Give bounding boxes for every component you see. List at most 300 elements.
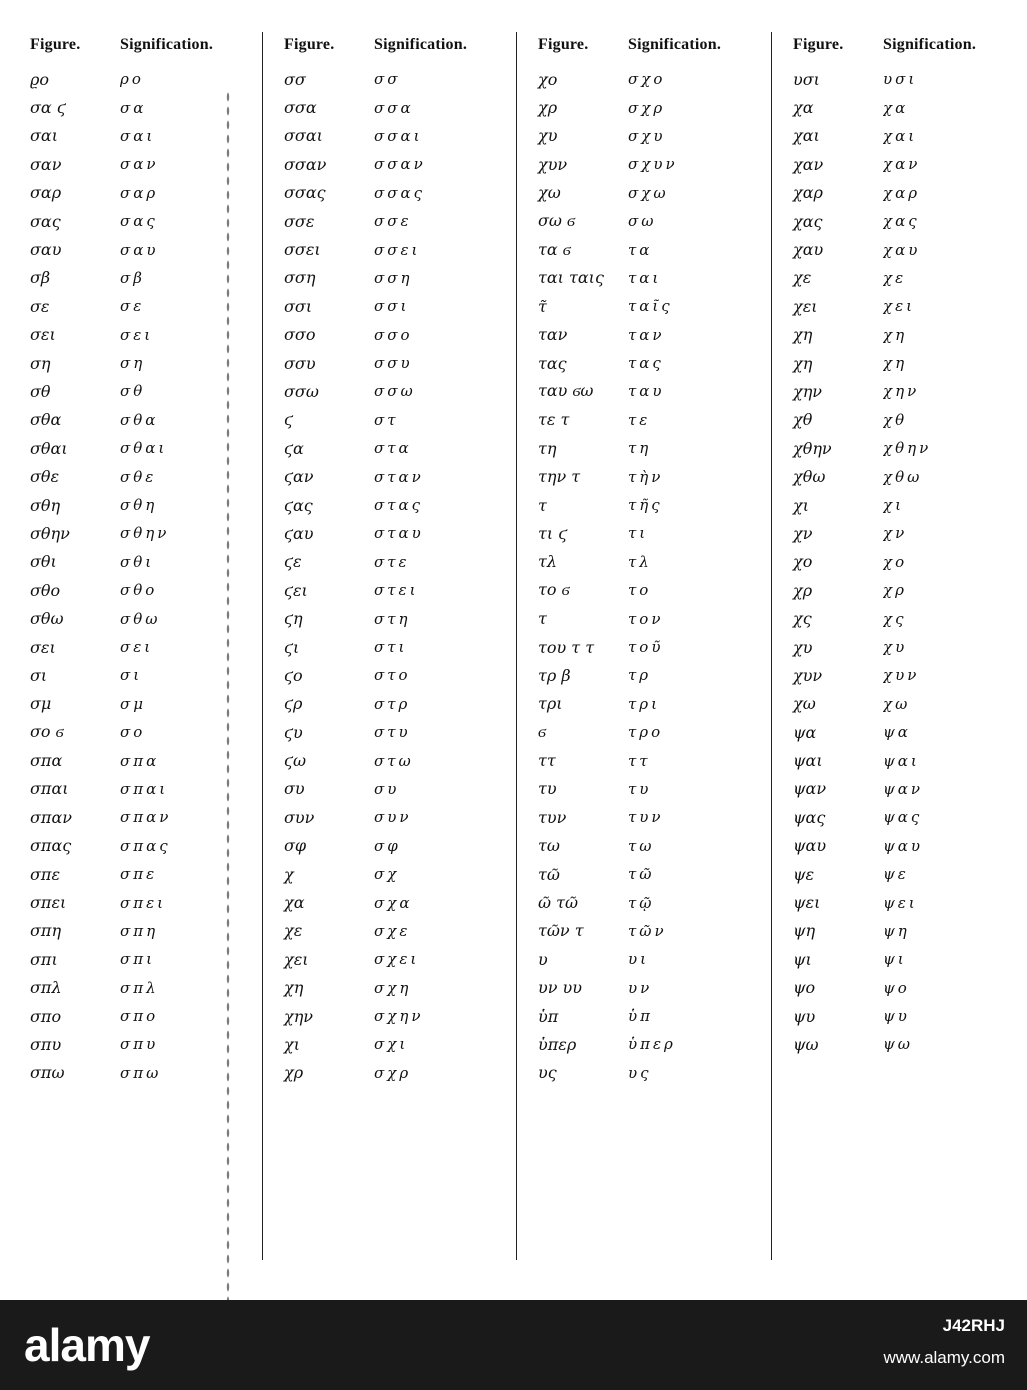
signification-cell: ψας [883, 808, 923, 827]
signification-cell: σαν [120, 155, 159, 174]
table-row [516, 548, 766, 576]
figure-cell: σπο [30, 1006, 62, 1026]
table-row [771, 1002, 1021, 1030]
signification-cell: σχα [374, 893, 413, 912]
signification-cell: σχε [374, 921, 411, 940]
table-row [8, 406, 258, 434]
figure-cell: υς [538, 1063, 557, 1083]
signification-cell: στω [374, 751, 414, 770]
signification-cell: σχυν [628, 155, 678, 174]
table-row [771, 775, 1021, 803]
figure-cell: υ [538, 949, 548, 969]
table-row [771, 519, 1021, 547]
figure-cell: σσο [284, 325, 316, 345]
figure-cell: τη [538, 438, 557, 458]
table-row [262, 746, 512, 774]
signification-cell: χας [883, 212, 920, 231]
table-row [771, 406, 1021, 434]
figure-cell: χ [284, 864, 294, 884]
figure-cell: σφ [284, 836, 307, 856]
figure-cell: σσω [284, 381, 319, 401]
table-row [8, 462, 258, 490]
figure-cell: ϛαυ [284, 523, 314, 543]
signification-cell: σσα [374, 98, 414, 117]
column-header [8, 28, 258, 62]
signification-cell: σσαν [374, 155, 426, 174]
table-row [8, 377, 258, 405]
table-row [771, 803, 1021, 831]
table-row [771, 548, 1021, 576]
table-row [262, 775, 512, 803]
table-row [516, 661, 766, 689]
signification-cell: ὑπ [628, 1007, 653, 1026]
table-row [771, 491, 1021, 519]
signification-cell: υσι [883, 70, 918, 89]
table-row [516, 888, 766, 916]
signification-cell: σχρ [628, 98, 666, 117]
figure-cell: χρ [793, 580, 813, 600]
figure-cell: χν [793, 523, 813, 543]
signification-cell: σση [374, 268, 413, 287]
signification-cell: σπη [120, 921, 159, 940]
table-row [8, 661, 258, 689]
table-row [8, 65, 258, 93]
signification-cell: σπω [120, 1063, 162, 1082]
figure-cell: χι [284, 1034, 300, 1054]
figure-cell: χι [793, 495, 809, 515]
figure-cell: σπει [30, 893, 67, 913]
figure-cell: χυ [793, 637, 813, 657]
signification-cell: τε [628, 410, 651, 429]
figure-cell: τ̃ [538, 296, 547, 316]
signification-cell: σθ [120, 382, 146, 401]
table-row [516, 1030, 766, 1058]
signification-cell: χην [883, 382, 920, 401]
signification-cell: στρ [374, 694, 411, 713]
figure-cell: τ [538, 609, 547, 629]
figure-cell: τω [538, 836, 560, 856]
table-row [262, 65, 512, 93]
table-row [8, 945, 258, 973]
table-row [262, 1002, 512, 1030]
signification-cell: σσω [374, 382, 416, 401]
table-row [8, 150, 258, 178]
figure-cell: συ [284, 779, 305, 799]
figure-cell: σσει [284, 240, 321, 260]
table-column-1 [8, 28, 258, 1087]
figure-cell: χαν [793, 154, 824, 174]
figure-cell: ῶ τῶ [538, 893, 579, 913]
figure-cell: ται ταις [538, 268, 604, 288]
figure-cell: ὑπ [538, 1006, 559, 1026]
signification-cell: σει [120, 638, 154, 656]
signification-cell: ταν [628, 325, 665, 344]
table-row [771, 690, 1021, 718]
figure-cell: σση [284, 268, 316, 288]
signification-cell: τοῦ [628, 638, 664, 656]
figure-cell: χη [793, 353, 813, 373]
figure-cell: σι [30, 665, 48, 685]
signification-cell: ψα [883, 723, 911, 742]
signification-cell: τα [628, 240, 653, 259]
signification-cell: χαι [883, 126, 918, 145]
table-row [8, 1059, 258, 1087]
row-list [516, 65, 766, 1087]
signification-cell: σχ [374, 865, 400, 884]
figure-cell: σσι [284, 296, 313, 316]
table-row [8, 349, 258, 377]
figure-cell: τι ϛ [538, 523, 568, 543]
signification-cell: σχο [628, 70, 666, 89]
table-row [262, 803, 512, 831]
figure-cell: τλ [538, 552, 557, 572]
signification-cell: στ [374, 410, 399, 429]
table-row [771, 1030, 1021, 1058]
figure-cell: ψι [793, 949, 812, 969]
signification-cell: τρι [628, 694, 660, 713]
figure-cell: σαι [30, 126, 58, 146]
signification-cell: χη [883, 325, 908, 344]
signification-cell: ταυ [628, 382, 665, 401]
table-row [8, 974, 258, 1002]
figure-cell: ση [30, 353, 51, 373]
table-row [516, 321, 766, 349]
figure-cell: ϭ [538, 722, 546, 742]
row-list [8, 65, 258, 1087]
signification-cell: τας [628, 354, 664, 373]
signification-cell: τυν [628, 808, 664, 827]
table-row [516, 434, 766, 462]
signification-cell: χαρ [883, 183, 921, 202]
signification-cell: σθη [120, 496, 158, 515]
header-signification: Signification. [628, 36, 722, 53]
table-row [262, 860, 512, 888]
table-row [262, 406, 512, 434]
signification-cell: χω [883, 694, 911, 713]
table-row [262, 179, 512, 207]
table-row [771, 633, 1021, 661]
figure-cell: χας [793, 211, 823, 231]
figure-cell: χυν [793, 665, 823, 685]
signification-cell: σει [120, 325, 154, 344]
table-row [262, 576, 512, 604]
table-row [262, 1059, 512, 1087]
table-row [262, 548, 512, 576]
signification-cell: σπε [120, 865, 158, 884]
figure-cell: σσε [284, 211, 315, 231]
signification-cell: ψο [883, 978, 910, 997]
figure-cell: σο ϭ [30, 722, 64, 742]
table-column-3 [516, 28, 766, 1087]
table-row [771, 264, 1021, 292]
header-figure: Figure. [30, 36, 81, 53]
table-row [262, 321, 512, 349]
figure-cell: ϱo [30, 69, 50, 89]
signification-cell: σφ [374, 836, 401, 855]
signification-cell: στε [374, 552, 410, 571]
signification-cell: χα [883, 98, 909, 117]
table-row [8, 888, 258, 916]
table-row [771, 207, 1021, 235]
table-row [771, 179, 1021, 207]
figure-cell: σπας [30, 836, 72, 856]
table-row [771, 888, 1021, 916]
signification-cell: σταν [374, 467, 424, 486]
signification-cell: χν [883, 524, 908, 543]
figure-cell: ψο [793, 978, 816, 998]
signification-cell: τὴν [628, 467, 664, 486]
figure-cell: ψας [793, 807, 826, 827]
table-row [516, 65, 766, 93]
figure-cell: χει [793, 296, 818, 316]
signification-cell: σχυ [628, 126, 666, 145]
table-row [516, 150, 766, 178]
signification-cell: ταῖς [628, 297, 673, 316]
figure-cell: ϛε [284, 552, 302, 572]
table-row [516, 406, 766, 434]
header-signification: Signification. [120, 36, 214, 53]
signification-cell: τῶ [628, 865, 655, 884]
figure-cell: σπη [30, 921, 62, 941]
signification-cell: στας [374, 496, 424, 515]
signification-cell: συν [374, 808, 412, 827]
table-row [8, 1002, 258, 1030]
figure-cell: σσυ [284, 353, 316, 373]
table-row [262, 633, 512, 661]
watermark-bar [0, 1300, 1027, 1390]
table-row [516, 690, 766, 718]
figure-cell: την τ [538, 467, 581, 487]
figure-cell: σθι [30, 552, 57, 572]
table-row [771, 321, 1021, 349]
table-row [771, 93, 1021, 121]
table-row [262, 434, 512, 462]
signification-cell: χαυ [883, 240, 921, 259]
table-row [516, 974, 766, 1002]
figure-cell: σθε [30, 467, 60, 487]
table-row [8, 775, 258, 803]
signification-cell: ψη [883, 921, 910, 940]
signification-cell: σαι [120, 126, 156, 145]
signification-cell: σσαι [374, 126, 423, 145]
table-row [8, 803, 258, 831]
table-row [262, 974, 512, 1002]
table-row [771, 661, 1021, 689]
signification-cell: σπαν [120, 808, 172, 827]
figure-cell: σαν [30, 154, 62, 174]
signification-cell: σσ [374, 70, 401, 89]
figure-cell: ψαυ [793, 836, 827, 856]
figure-cell: σα ϛ [30, 98, 66, 118]
figure-cell: χο [793, 552, 813, 572]
figure-cell: χθην [793, 438, 832, 458]
signification-cell: τῶν [628, 921, 667, 940]
signification-cell: χο [883, 552, 908, 571]
signification-cell: τλ [628, 552, 652, 571]
signification-cell: σθην [120, 524, 170, 543]
table-row [771, 122, 1021, 150]
table-row [8, 321, 258, 349]
figure-cell: σσαν [284, 154, 327, 174]
signification-cell: υν [628, 978, 653, 997]
row-list [262, 65, 512, 1087]
figure-cell: σαυ [30, 240, 62, 260]
signification-cell: σπας [120, 836, 171, 855]
signification-cell: σχει [374, 950, 420, 969]
table-row [516, 718, 766, 746]
table-row [771, 945, 1021, 973]
figure-cell: τ [538, 495, 547, 515]
figure-cell: χη [793, 325, 813, 345]
signification-cell: σθαι [120, 439, 168, 458]
figure-cell: σπα [30, 751, 63, 771]
signification-cell: σε [120, 297, 145, 316]
table-row [516, 349, 766, 377]
figure-cell: τε τ [538, 410, 570, 430]
signification-cell: σαρ [120, 183, 159, 202]
figure-cell: σσαι [284, 126, 323, 146]
image-id: J42RHJ [942, 1316, 1005, 1335]
signification-cell: σπι [120, 950, 155, 969]
table-row [262, 1030, 512, 1058]
signification-cell: σαυ [120, 240, 159, 259]
signification-cell: τον [628, 609, 664, 628]
figure-cell: χην [284, 1006, 314, 1026]
figure-cell: χε [284, 921, 303, 941]
table-row [771, 462, 1021, 490]
table-row [516, 179, 766, 207]
figure-cell: ταν [538, 325, 568, 345]
table-row [8, 604, 258, 632]
watermark-url: www.alamy.com [883, 1348, 1005, 1367]
table-row [8, 860, 258, 888]
table-row [516, 604, 766, 632]
signification-cell: σμ [120, 694, 146, 713]
table-row [771, 150, 1021, 178]
signification-cell: χι [883, 496, 904, 515]
signification-cell: σβ [120, 268, 145, 287]
figure-cell: σθ [30, 381, 51, 401]
figure-cell: ϛρ [284, 694, 303, 714]
signification-cell: σας [120, 212, 158, 231]
table-row [262, 917, 512, 945]
signification-cell: ττ [628, 751, 651, 770]
table-row [516, 860, 766, 888]
signification-cell: χαν [883, 155, 921, 174]
signification-cell: τη [628, 439, 652, 458]
table-row [771, 349, 1021, 377]
header-figure: Figure. [284, 36, 335, 53]
signification-cell: το [628, 581, 652, 600]
figure-cell: σβ [30, 268, 51, 288]
figure-cell: χαρ [793, 183, 823, 203]
signification-cell: ψυ [883, 1007, 910, 1026]
table-column-2 [262, 28, 512, 1087]
table-row [771, 65, 1021, 93]
figure-cell: τρ β [538, 665, 571, 685]
signification-cell: σπει [120, 893, 167, 912]
signification-cell: ὑπερ [628, 1035, 676, 1054]
figure-cell: χθω [793, 467, 826, 487]
signification-cell: ψαυ [883, 836, 924, 855]
signification-cell: σχην [374, 1007, 424, 1026]
signification-cell: σχω [628, 183, 669, 202]
table-row [8, 519, 258, 547]
signification-cell: σσας [374, 183, 426, 202]
figure-cell: ϛι [284, 637, 300, 657]
table-row [262, 604, 512, 632]
figure-cell: χην [793, 381, 823, 401]
figure-cell: σθα [30, 410, 62, 430]
figure-cell: ψει [793, 893, 821, 913]
table-row [771, 604, 1021, 632]
table-row [516, 292, 766, 320]
table-row [516, 803, 766, 831]
signification-cell: τῷ [628, 893, 655, 912]
signification-cell: στα [374, 439, 412, 458]
table-row [516, 1059, 766, 1087]
table-row [262, 122, 512, 150]
signification-cell: τρ [628, 666, 652, 685]
table-row [262, 235, 512, 263]
header-figure: Figure. [793, 36, 844, 53]
figure-cell: σπλ [30, 978, 62, 998]
signification-cell: σι [120, 666, 143, 685]
table-row [771, 292, 1021, 320]
signification-cell: σχι [374, 1035, 409, 1054]
figure-cell: χς [793, 609, 812, 629]
signification-cell: χθω [883, 467, 923, 486]
table-row [516, 207, 766, 235]
signification-cell: στυ [374, 723, 411, 742]
figure-cell: ψαν [793, 779, 827, 799]
signification-cell: σπυ [120, 1035, 159, 1054]
table-row [516, 93, 766, 121]
signification-cell: σχη [374, 978, 412, 997]
signification-cell: χει [883, 297, 916, 316]
header-figure: Figure. [538, 36, 589, 53]
figure-cell: σει [30, 325, 56, 345]
figure-cell: σθη [30, 495, 61, 515]
figure-cell: χρ [538, 98, 558, 118]
signification-cell: σο [120, 723, 146, 742]
table-row [771, 860, 1021, 888]
signification-cell: στει [374, 581, 419, 600]
table-row [262, 462, 512, 490]
table-row [8, 292, 258, 320]
signification-cell: χρ [883, 581, 907, 600]
table-row [262, 945, 512, 973]
figure-cell: ττ [538, 751, 556, 771]
figure-cell: σε [30, 296, 50, 316]
column-header [516, 28, 766, 62]
figure-cell: σθαι [30, 438, 68, 458]
figure-cell: σπι [30, 949, 58, 969]
signification-cell: στη [374, 609, 411, 628]
table-row [262, 150, 512, 178]
table-row [262, 207, 512, 235]
figure-cell: υν υυ [538, 978, 582, 998]
table-row [8, 434, 258, 462]
signification-cell: ψει [883, 893, 918, 912]
signification-cell: τρο [628, 723, 664, 742]
table-row [262, 377, 512, 405]
figure-cell: τῶν τ [538, 921, 584, 941]
signification-cell: χθ [883, 410, 908, 429]
figure-cell: ϛει [284, 580, 308, 600]
table-row [771, 832, 1021, 860]
figure-cell: τῶ [538, 864, 560, 884]
